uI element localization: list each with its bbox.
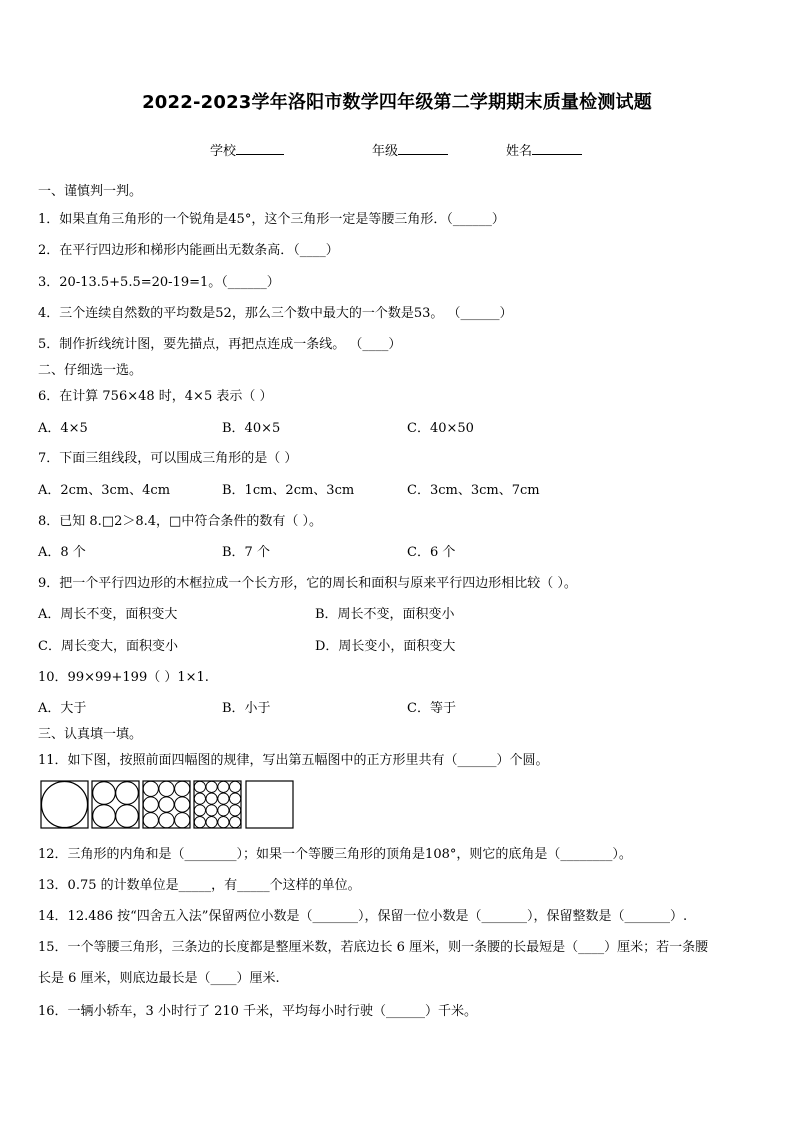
question-15-line-2: 长是 6 厘米，则底边最长是（____）厘米.: [38, 971, 280, 986]
q9-option-b: B．周长不变，面积变小: [315, 607, 455, 622]
question-13: 13．0.75 的计数单位是_____，有_____个这样的单位。: [38, 878, 361, 893]
pattern-square-3: [143, 781, 190, 828]
grade-field: [372, 140, 448, 159]
question-11: 11．如下图，按照前面四幅图的规律，写出第五幅图中的正方形里共有（______）个圆。: [38, 753, 549, 768]
school-field: [210, 140, 284, 159]
q9-option-a: A．周长不变，面积变大: [38, 607, 178, 622]
q6-option-a: A．4×5: [38, 421, 88, 436]
q9-option-c: C．周长变大，面积变小: [38, 639, 178, 654]
q8-option-c: C．6 个: [407, 545, 456, 560]
question-16: 16．一辆小轿车，3 小时行了 210 千米，平均每小时行驶（______）千米。: [38, 1004, 478, 1019]
name-label: 姓名: [506, 144, 533, 159]
q6-option-c: C．40×50: [407, 421, 474, 436]
grade-label: 年级: [372, 144, 399, 159]
question-8: 8．已知 8.□2＞8.4，□中符合条件的数有（ ）。: [38, 514, 322, 529]
question-4: 4．三个连续自然数的平均数是52，那么三个数中最大的一个数是53。 （______）: [38, 306, 513, 321]
school-blank[interactable]: [236, 142, 284, 155]
question-2: 2．在平行四边形和梯形内能画出无数条高．（____）: [38, 243, 339, 258]
q6-option-b: B．40×5: [222, 421, 281, 436]
question-14: 14．12.486 按“四舍五入法”保留两位小数是（_______），保留一位小数是（_______），保留整数是（_______）.: [38, 909, 688, 924]
pattern-square-4: [194, 781, 241, 828]
q7-option-b: B．1cm、2cm、3cm: [222, 483, 355, 498]
circle-pattern-figure: [40, 780, 296, 829]
question-7: 7．下面三组线段，可以围成三角形的是（ ）: [38, 451, 298, 466]
question-12: 12．三角形的内角和是（________）；如果一个等腰三角形的顶角是108°，则它的底角是（________）。: [38, 847, 632, 862]
pattern-square-2: [92, 781, 139, 828]
question-5: 5．制作折线统计图，要先描点，再把点连成一条线。 （____）: [38, 337, 402, 352]
school-label: 学校: [210, 144, 237, 159]
q8-option-b: B．7 个: [222, 545, 270, 560]
section-heading-2: 二、仔细选一选。: [38, 363, 143, 378]
section-heading-1: 一、谨慎判一判。: [38, 184, 143, 199]
q7-option-a: A．2cm、3cm、4cm: [38, 483, 171, 498]
q10-option-c: C．等于: [407, 701, 456, 716]
name-blank[interactable]: [532, 142, 582, 155]
q10-option-b: B．小于: [222, 701, 271, 716]
question-1: 1．如果直角三角形的一个锐角是45°，这个三角形一定是等腰三角形．（______）: [38, 212, 505, 227]
question-3: 3．20-13.5+5.5=20-19=1。（______）: [38, 275, 280, 290]
section-heading-3: 三、认真填一填。: [38, 727, 143, 742]
grade-blank[interactable]: [398, 142, 448, 155]
q7-option-c: C．3cm、3cm、7cm: [407, 483, 540, 498]
pattern-square-5: [246, 781, 293, 828]
question-10: 10．99×99+199（ ）1×1.: [38, 670, 209, 685]
question-15-line-1: 15．一个等腰三角形，三条边的长度都是整厘米数，若底边长 6 厘米，则一条腰的长最短是（____）厘米；若一条腰: [38, 940, 709, 955]
q10-option-a: A．大于: [38, 701, 87, 716]
q8-option-a: A．8 个: [38, 545, 86, 560]
name-field: [506, 140, 582, 159]
q9-option-d: D．周长变小，面积变大: [315, 639, 456, 654]
question-6: 6．在计算 756×48 时，4×5 表示（ ）: [38, 389, 273, 404]
question-9: 9．把一个平行四边形的木框拉成一个长方形，它的周长和面积与原来平行四边形相比较（ ）。: [38, 576, 577, 591]
page-title: 2022-2023学年洛阳市数学四年级第二学期期末质量检测试题: [142, 92, 652, 113]
pattern-square-1: [41, 781, 88, 828]
